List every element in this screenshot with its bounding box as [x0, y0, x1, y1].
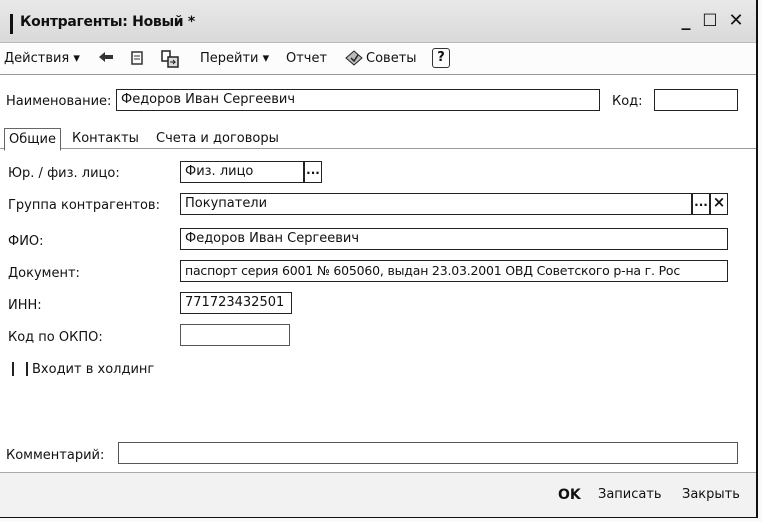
fio-label: ФИО: — [8, 234, 44, 249]
inn-label: ИНН: — [8, 298, 42, 313]
comment-label: Комментарий: — [6, 448, 105, 463]
go-back-icon[interactable] — [96, 49, 116, 69]
save-button[interactable]: Записать — [598, 487, 662, 502]
entity-type-label: Юр. / физ. лицо: — [8, 166, 120, 181]
holding-checkbox[interactable] — [12, 362, 28, 376]
okpo-field[interactable] — [180, 324, 290, 346]
tips-icon[interactable] — [344, 49, 364, 69]
group-label: Группа контрагентов: — [8, 198, 160, 213]
actions-menu[interactable]: Действия ▾ — [4, 51, 80, 66]
tab-accounts-contracts[interactable]: Счета и договоры — [156, 131, 279, 146]
group-select-button[interactable]: ... — [692, 193, 710, 215]
structure-icon[interactable] — [160, 49, 180, 69]
fio-field[interactable]: Федоров Иван Сергеевич — [180, 228, 728, 250]
code-field[interactable] — [654, 89, 738, 111]
maximize-button[interactable]: ☐ — [702, 11, 718, 31]
ok-button[interactable]: OK — [558, 487, 581, 503]
comment-field[interactable] — [118, 442, 738, 464]
entity-type-select-button[interactable]: ... — [304, 161, 322, 183]
name-field[interactable]: Федоров Иван Сергеевич — [116, 89, 600, 111]
holding-label: Входит в холдинг — [32, 362, 155, 377]
inn-field[interactable]: 771723432501 — [180, 292, 292, 314]
tips-button[interactable]: Советы — [366, 51, 417, 66]
close-button[interactable]: Закрыть — [682, 487, 740, 502]
goto-menu[interactable]: Перейти ▾ — [200, 51, 270, 66]
tab-contacts[interactable]: Контакты — [72, 131, 139, 146]
group-field[interactable]: Покупатели — [180, 193, 692, 215]
title-bar — [0, 0, 756, 43]
tab-general[interactable]: Общие — [4, 128, 61, 151]
code-label: Код: — [612, 94, 643, 109]
copy-icon[interactable] — [128, 49, 148, 69]
toolbar — [0, 44, 756, 75]
document-label: Документ: — [8, 266, 80, 281]
document-field[interactable]: паспорт серия 6001 № 605060, выдан 23.03.2001 ОВД Советского р-на г. Рос — [180, 260, 728, 282]
close-window-button[interactable]: ✕ — [728, 10, 744, 31]
window-title: Контрагенты: Новый * — [20, 14, 195, 30]
okpo-label: Код по ОКПО: — [8, 330, 103, 345]
group-clear-button[interactable]: × — [710, 193, 728, 215]
title-bar-marker — [10, 14, 13, 34]
report-button[interactable]: Отчет — [286, 51, 328, 66]
footer-bar — [0, 472, 756, 517]
minimize-button[interactable]: _ — [681, 10, 691, 31]
help-icon[interactable]: ? — [432, 48, 450, 68]
entity-type-field[interactable]: Физ. лицо — [180, 161, 304, 183]
name-label: Наименование: — [6, 94, 112, 109]
